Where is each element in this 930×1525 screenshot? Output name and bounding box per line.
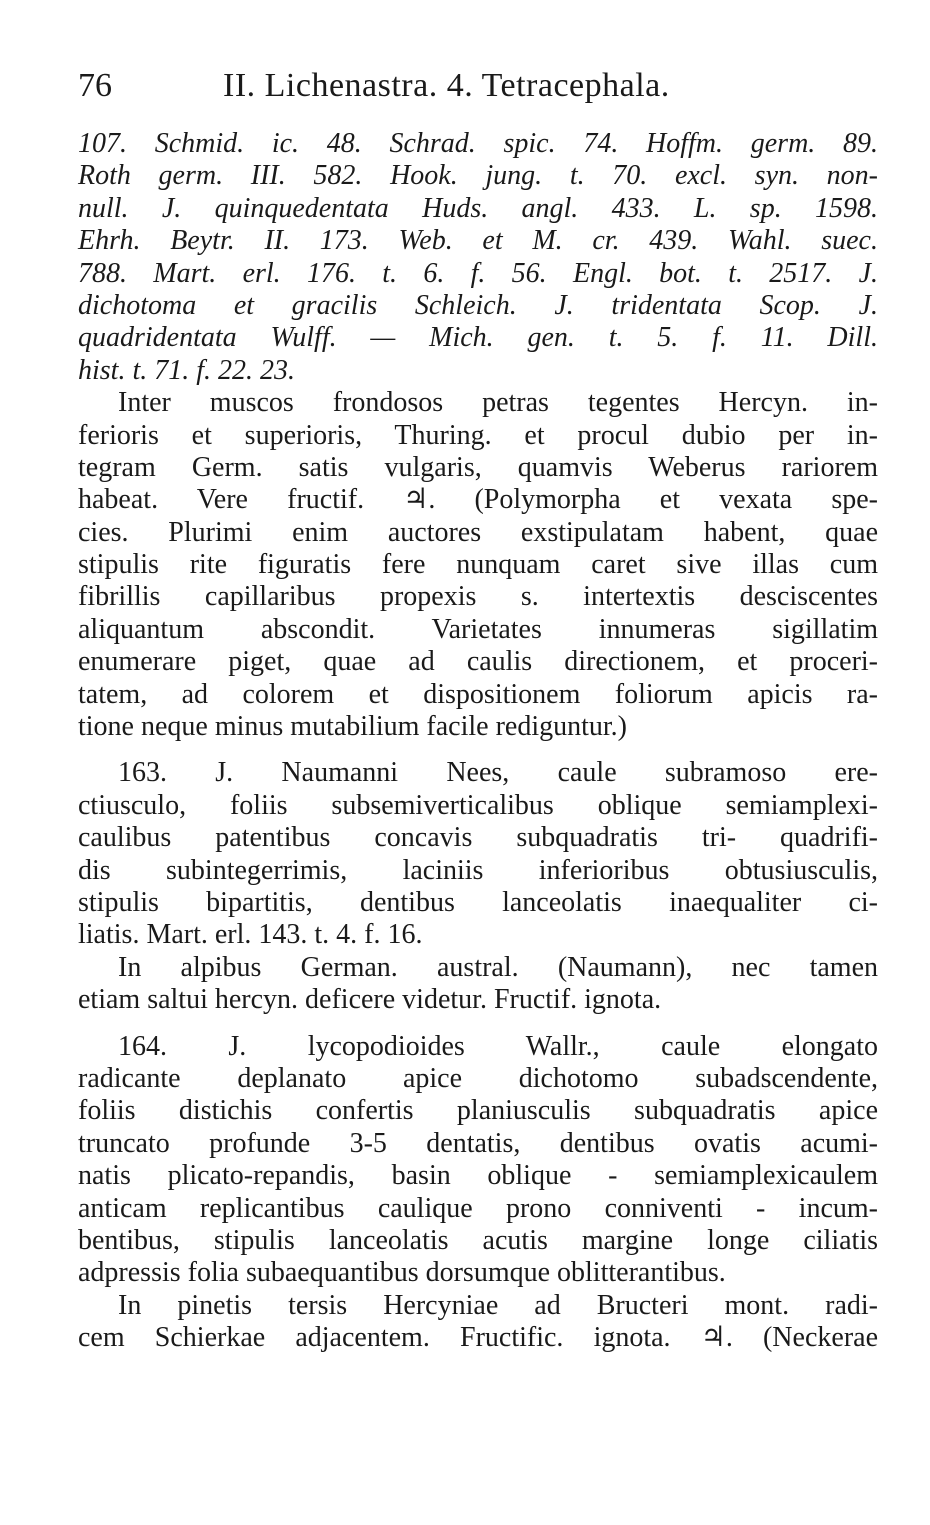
paragraph-habitat-163 (78, 952, 878, 1017)
text-line: habeat. Vere fructif. ♃. (Polymorpha et vexata spe- (78, 484, 878, 516)
text-line: etiam saltui hercyn. deficere videtur. Fructif. ignota. (78, 984, 662, 1016)
text-line: tione neque minus mutabilium facile rediguntur.) (78, 711, 627, 743)
text-line: null. J. quinquedentata Huds. angl. 433. L. sp. 1598. (78, 192, 878, 224)
text-line: bentibus, stipulis lanceolatis acutis margine longe ciliatis (78, 1224, 878, 1256)
paragraph-references-162 (78, 128, 878, 387)
text-line: adpressis folia subaequantibus dorsumque oblitterantibus. (78, 1257, 726, 1289)
page-number: 76 (78, 67, 112, 104)
text-line: Roth germ. III. 582. Hook. jung. t. 70. excl. syn. non- (78, 160, 878, 192)
text-line: dis subintegerrimis, laciniis inferioribus obtusiusculis, (78, 854, 878, 886)
page-body (78, 128, 878, 1354)
text-line: truncato profunde 3-5 dentatis, dentibus ovatis acumi- (78, 1127, 878, 1159)
text-line: natis plicato-repandis, basin oblique - semiamplexicaulem (78, 1160, 878, 1192)
running-title: II. Lichenastra. 4. Tetracephala. (223, 67, 670, 104)
text-line: quadridentata Wulff. — Mich. gen. t. 5. f. 11. Dill. (78, 322, 878, 354)
text-line: fibrillis capillaribus propexis s. intertextis desciscentes (78, 581, 878, 613)
text-line: 163. J. Naumanni Nees, caule subramoso ere- (118, 757, 878, 789)
text-line: dichotoma et gracilis Schleich. J. tridentata Scop. J. (78, 289, 878, 321)
text-line: tatem, ad colorem et dispositionem foliorum apicis ra- (78, 678, 878, 710)
text-line: ferioris et superioris, Thuring. et procul dubio per in- (78, 419, 878, 451)
text-line: In pinetis tersis Hercyniae ad Bructeri mont. radi- (118, 1289, 878, 1321)
text-line: enumerare piget, quae ad caulis directionem, et proceri- (78, 646, 878, 678)
text-line: 107. Schmid. ic. 48. Schrad. spic. 74. Hoffm. germ. 89. (78, 128, 878, 159)
text-line: anticam replicantibus caulique prono conniventi - incum- (78, 1192, 878, 1224)
paragraph-species-163 (78, 757, 878, 951)
text-line: In alpibus German. austral. (Naumann), nec tamen (118, 951, 878, 983)
paragraph-habitat-164 (78, 1290, 878, 1355)
text-line: caulibus patentibus concavis subquadratis tri- quadrifi- (78, 822, 878, 854)
text-line: aliquantum abscondit. Varietates innumeras sigillatim (78, 613, 878, 645)
text-line: foliis distichis confertis planiusculis subquadratis apice (78, 1095, 878, 1127)
text-line: 788. Mart. erl. 176. t. 6. f. 56. Engl. bot. t. 2517. J. (78, 257, 878, 289)
text-line: cem Schierkae adjacentem. Fructific. ignota. ♃. (Neckerae (78, 1322, 878, 1354)
text-line: ctiusculo, foliis subsemiverticalibus oblique semiamplexi- (78, 789, 878, 821)
text-line: stipulis bipartitis, dentibus lanceolatis inaequaliter ci- (78, 886, 878, 918)
text-line: 164. J. lycopodioides Wallr., caule elongato (118, 1030, 878, 1062)
text-line: Ehrh. Beytr. II. 173. Web. et M. cr. 439. Wahl. suec. (78, 225, 878, 257)
text-line: liatis. Mart. erl. 143. t. 4. f. 16. (78, 919, 423, 951)
paragraph-species-164 (78, 1031, 878, 1290)
text-line: radicante deplanato apice dichotomo subadscendente, (78, 1062, 878, 1094)
paragraph-habitat-162 (78, 387, 878, 743)
text-line: stipulis rite figuratis fere nunquam caret sive illas cum (78, 549, 878, 581)
text-line: hist. t. 71. f. 22. 23. (78, 354, 296, 386)
text-line: cies. Plurimi enim auctores exstipulatam habent, quae (78, 516, 878, 548)
text-line: tegram Germ. satis vulgaris, quamvis Weberus rariorem (78, 451, 878, 483)
page-header (78, 64, 878, 108)
text-line: Inter muscos frondosos petras tegentes Hercyn. in- (118, 387, 878, 419)
